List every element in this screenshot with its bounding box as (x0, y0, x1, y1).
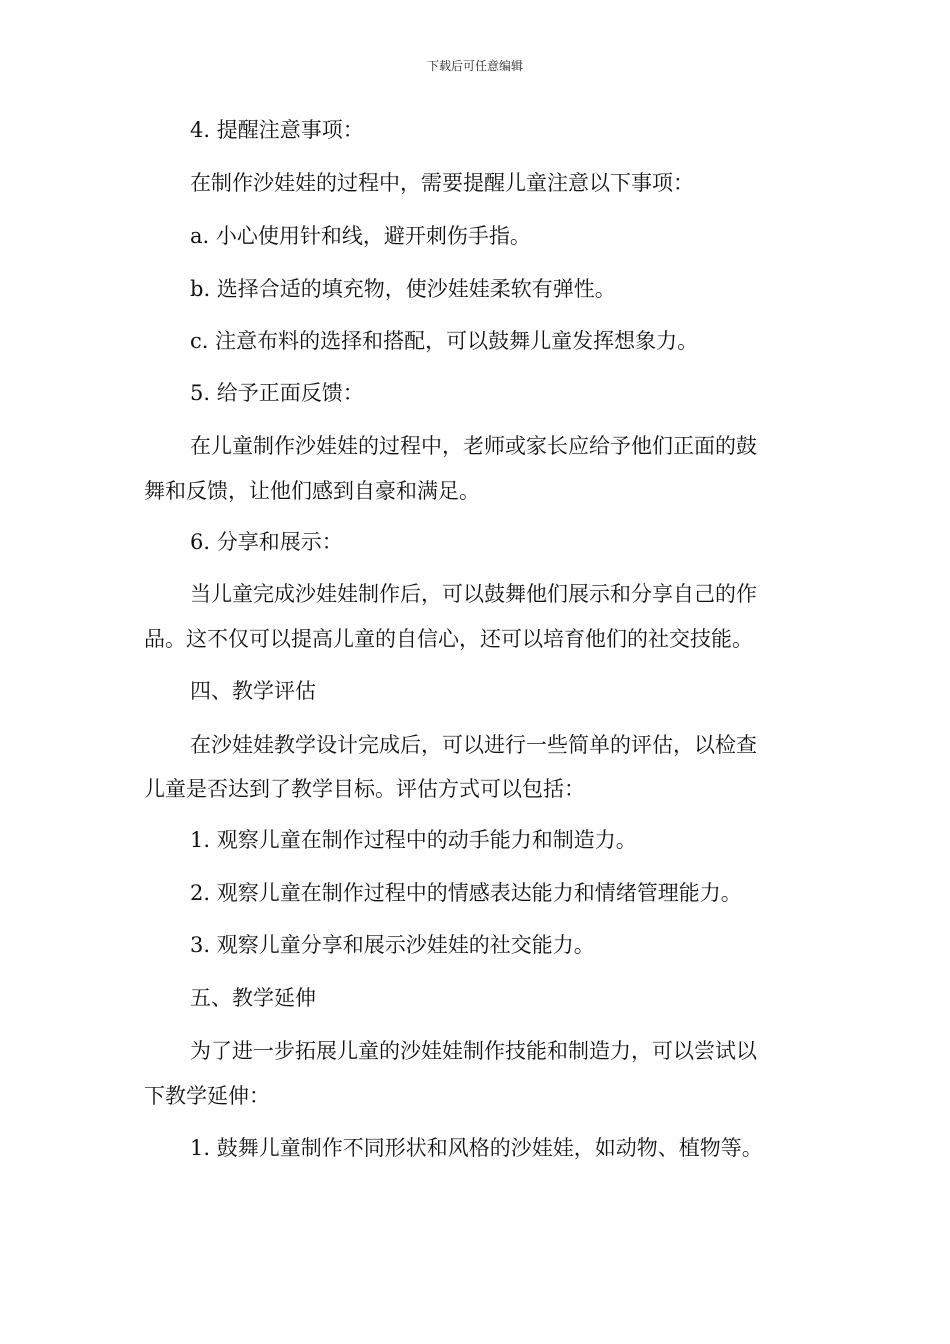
text-line: 4. 提醒注意事项： (190, 118, 364, 142)
text-line: 下教学延伸： (144, 1084, 270, 1108)
paragraph-line (144, 1038, 804, 1064)
section-heading (144, 985, 804, 1011)
text-line: c. 注意布料的选择和搭配，可以鼓舞儿童发挥想象力。 (190, 329, 699, 353)
list-item (144, 276, 804, 302)
text-line: 在制作沙娃娃的过程中，需要提醒儿童注意以下事项： (190, 171, 694, 195)
list-item (144, 529, 804, 555)
paragraph-line (144, 478, 804, 504)
list-item (144, 117, 804, 143)
text-line: 5. 给予正面反馈： (190, 381, 364, 405)
page-header: 下载后可任意编辑 (426, 59, 523, 73)
text-line: 3. 观察儿童分享和展示沙娃娃的社交能力。 (190, 933, 595, 957)
list-item (144, 880, 804, 906)
section-heading (144, 678, 804, 704)
paragraph-line (144, 732, 804, 758)
list-item (144, 223, 804, 249)
text-line: 四、教学评估 (190, 679, 316, 703)
paragraph-line (144, 581, 804, 607)
text-line: 1. 观察儿童在制作过程中的动手能力和制造力。 (190, 828, 637, 852)
paragraph-line (144, 626, 804, 652)
list-item (144, 328, 804, 354)
text-line: 品。这不仅可以提高儿童的自信心，还可以培育他们的社交技能。 (144, 627, 753, 651)
text-line: a. 小心使用针和线，避开刺伤手指。 (190, 224, 531, 248)
paragraph-line (144, 1083, 804, 1109)
text-line: 在沙娃娃教学设计完成后，可以进行一些简单的评估，以检查 (190, 733, 757, 757)
text-line: 舞和反馈，让他们感到自豪和满足。 (144, 479, 480, 503)
list-item (144, 827, 804, 853)
text-line: 为了进一步拓展儿童的沙娃娃制作技能和制造力，可以尝试以 (190, 1039, 757, 1063)
text-line: 当儿童完成沙娃娃制作后，可以鼓舞他们展示和分享自己的作 (190, 582, 757, 606)
list-item (144, 932, 804, 958)
list-item (144, 1135, 804, 1161)
paragraph-line (144, 433, 804, 459)
list-item (144, 380, 804, 406)
text-line: 2. 观察儿童在制作过程中的情感表达能力和情绪管理能力。 (190, 881, 742, 905)
paragraph-line (144, 776, 804, 802)
text-line: 6. 分享和展示： (190, 530, 343, 554)
paragraph-line (144, 170, 804, 196)
text-line: 1. 鼓舞儿童制作不同形状和风格的沙娃娃，如动物、植物等。 (190, 1136, 763, 1160)
text-line: 儿童是否达到了教学目标。评估方式可以包括： (144, 777, 585, 801)
text-line: 在儿童制作沙娃娃的过程中，老师或家长应给予他们正面的鼓 (190, 434, 757, 458)
text-line: b. 选择合适的填充物，使沙娃娃柔软有弹性。 (190, 277, 616, 301)
text-line: 五、教学延伸 (190, 986, 316, 1010)
